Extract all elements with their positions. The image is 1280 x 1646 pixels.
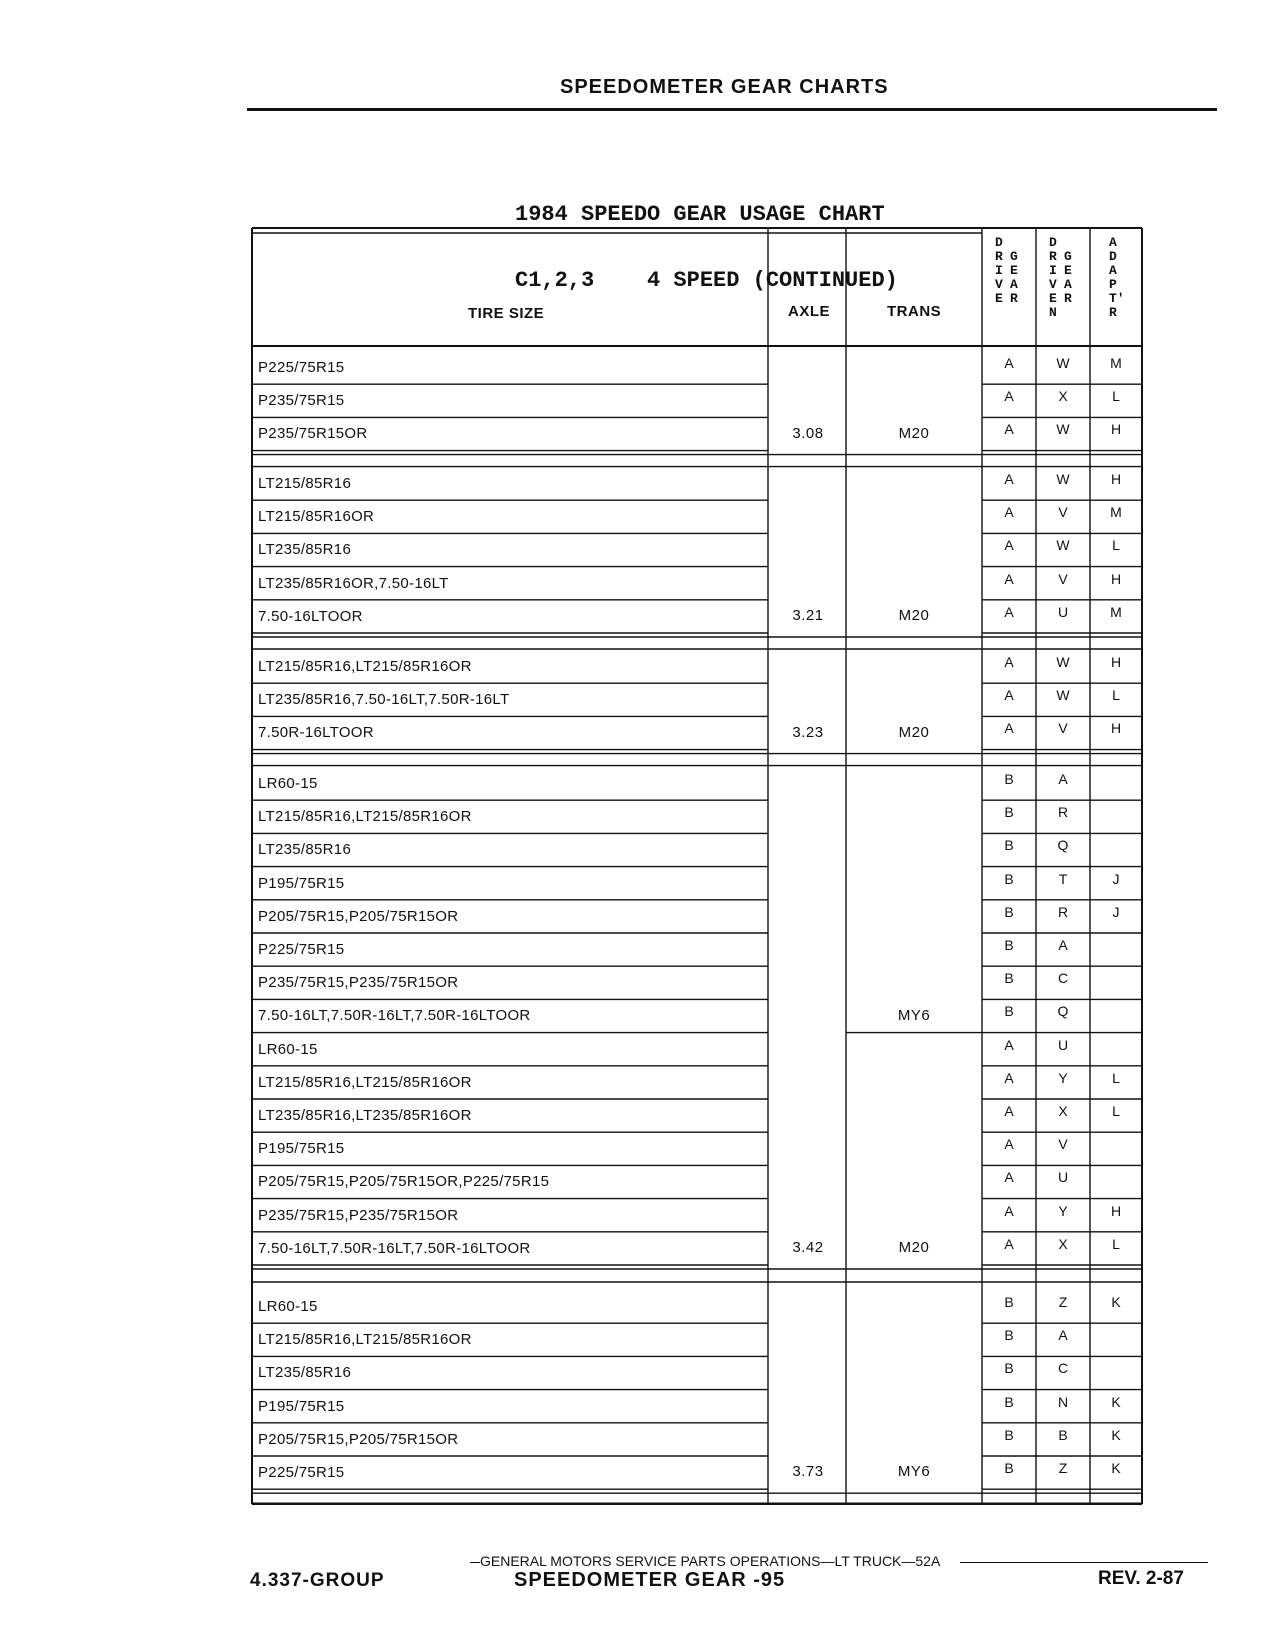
col-header-driven-gear-a: D R I V E N	[1049, 235, 1057, 320]
driven-gear-cell: V	[1058, 1136, 1068, 1153]
tire-size-cell: P195/75R15	[258, 1140, 345, 1158]
driven-gear-cell: A	[1058, 937, 1068, 953]
adapter-cell: M	[1110, 355, 1122, 371]
driven-gear-cell: U	[1057, 603, 1069, 620]
tire-size-cell: LT235/85R16	[258, 841, 352, 859]
drive-gear-cell: A	[1004, 421, 1014, 438]
col-header-axle: AXLE	[788, 303, 831, 320]
axle-ratio: 3.23	[792, 723, 824, 741]
tire-size-cell: P225/75R15	[258, 1464, 345, 1481]
tire-size-cell: P235/75R15	[258, 392, 345, 410]
col-header-driven-gear-b: G E A R	[1064, 249, 1072, 306]
col-header-tire-size: TIRE SIZE	[468, 305, 545, 322]
driven-gear-cell: W	[1056, 687, 1070, 704]
drive-gear-cell: A	[1004, 720, 1014, 737]
transmission-code: MY6	[897, 1006, 931, 1024]
chart-title-line-1: 1984 SPEEDO GEAR USAGE CHART	[515, 202, 885, 227]
adapter-cell: H	[1110, 570, 1122, 587]
adapter-cell: K	[1111, 1294, 1121, 1310]
driven-gear-cell: Q	[1057, 837, 1069, 854]
driven-gear-cell: T	[1058, 870, 1068, 887]
tire-size-cell: P195/75R15	[258, 1397, 345, 1415]
adapter-cell: L	[1112, 687, 1120, 704]
adapter-cell: H	[1110, 1202, 1122, 1219]
adapter-cell: L	[1112, 1235, 1120, 1252]
driven-gear-cell: Q	[1057, 1003, 1069, 1020]
tire-size-cell: P225/75R15	[258, 359, 345, 376]
drive-gear-cell: A	[1004, 570, 1014, 587]
adapter-cell: K	[1111, 1393, 1121, 1410]
drive-gear-cell: A	[1004, 471, 1014, 487]
footer-group-number: 4.337-GROUP	[250, 1570, 385, 1591]
drive-gear-cell: A	[1004, 1069, 1014, 1086]
driven-gear-cell: V	[1058, 504, 1068, 521]
footer-rule-right	[960, 1562, 1208, 1563]
adapter-cell: L	[1112, 388, 1120, 405]
tire-size-cell: LT235/85R16,LT235/85R16OR	[258, 1107, 472, 1124]
drive-gear-cell: B	[1004, 771, 1014, 787]
tire-size-cell: LT215/85R16OR	[258, 508, 375, 526]
page-header-title: SPEEDOMETER GEAR CHARTS	[560, 76, 889, 98]
tire-size-cell: LR60-15	[258, 1040, 318, 1058]
tire-size-cell: LR60-15	[258, 1298, 318, 1315]
axle-ratio: 3.08	[792, 424, 824, 442]
driven-gear-cell: W	[1056, 355, 1070, 371]
drive-gear-cell: A	[1004, 603, 1014, 620]
drive-gear-cell: B	[1004, 1003, 1014, 1020]
tire-size-cell: LT215/85R16,LT215/85R16OR	[258, 658, 472, 675]
footer-rule-left	[470, 1562, 480, 1563]
driven-gear-cell: W	[1056, 471, 1070, 487]
drive-gear-cell: B	[1004, 1393, 1014, 1410]
driven-gear-cell: X	[1058, 388, 1068, 405]
driven-gear-cell: U	[1057, 1169, 1069, 1186]
tire-size-cell: LT215/85R16,LT215/85R16OR	[258, 1331, 472, 1349]
adapter-cell: J	[1112, 870, 1120, 887]
drive-gear-cell: B	[1004, 1460, 1014, 1476]
driven-gear-cell: R	[1057, 804, 1069, 821]
driven-gear-cell: C	[1057, 970, 1069, 987]
driven-gear-cell: C	[1057, 1360, 1069, 1377]
driven-gear-cell: W	[1056, 537, 1070, 554]
col-header-drive-gear-b: G E A R	[1010, 249, 1018, 306]
drive-gear-cell: A	[1004, 1235, 1014, 1252]
drive-gear-cell: A	[1004, 1036, 1014, 1053]
footer-revision: REV. 2-87	[1098, 1568, 1184, 1589]
drive-gear-cell: A	[1004, 355, 1014, 371]
adapter-cell: L	[1112, 1103, 1120, 1119]
transmission-code: MY6	[897, 1463, 931, 1481]
drive-gear-cell: B	[1004, 1327, 1014, 1344]
tire-size-cell: P205/75R15,P205/75R15OR	[258, 907, 459, 925]
axle-ratio: 3.21	[792, 607, 824, 624]
driven-gear-cell: R	[1057, 903, 1069, 920]
driven-gear-cell: V	[1058, 570, 1068, 587]
tire-size-cell: P225/75R15	[258, 941, 345, 958]
tire-size-cell: 7.50-16LT,7.50R-16LT,7.50R-16LTOOR	[258, 1007, 531, 1025]
drive-gear-cell: B	[1004, 1426, 1014, 1443]
drive-gear-cell: A	[1004, 1136, 1014, 1153]
tire-size-cell: P205/75R15,P205/75R15OR,P225/75R15	[258, 1173, 550, 1191]
tire-size-cell: LT215/85R16,LT215/85R16OR	[258, 808, 472, 826]
tire-size-cell: LT235/85R16OR,7.50-16LT	[258, 574, 449, 592]
drive-gear-cell: B	[1004, 937, 1014, 953]
driven-gear-cell: Y	[1058, 1069, 1068, 1086]
driven-gear-cell: Z	[1058, 1460, 1068, 1476]
tire-size-cell: 7.50-16LTOOR	[258, 607, 363, 625]
driven-gear-cell: A	[1058, 771, 1068, 787]
drive-gear-cell: B	[1004, 970, 1014, 987]
adapter-cell: K	[1111, 1460, 1121, 1476]
transmission-code: M20	[898, 723, 930, 741]
adapter-cell: H	[1110, 654, 1122, 670]
driven-gear-cell: B	[1058, 1426, 1068, 1443]
drive-gear-cell: A	[1004, 1103, 1014, 1119]
axle-ratio: 3.73	[792, 1463, 824, 1481]
tire-size-cell: LT215/85R16,LT215/85R16OR	[258, 1073, 472, 1091]
adapter-cell: M	[1110, 504, 1122, 521]
driven-gear-cell: W	[1056, 654, 1070, 670]
tire-size-cell: LR60-15	[258, 775, 318, 792]
drive-gear-cell: B	[1004, 903, 1014, 920]
drive-gear-cell: A	[1004, 1202, 1014, 1219]
adapter-cell: J	[1112, 903, 1120, 920]
drive-gear-cell: A	[1004, 1169, 1014, 1186]
transmission-code: M20	[898, 607, 930, 624]
drive-gear-cell: A	[1004, 537, 1014, 554]
axle-ratio: 3.42	[792, 1239, 824, 1256]
tire-size-cell: LT235/85R16	[258, 541, 352, 559]
drive-gear-cell: B	[1004, 837, 1014, 854]
col-header-adapter: A D A P T′ R	[1109, 235, 1125, 320]
driven-gear-cell: A	[1058, 1327, 1068, 1344]
driven-gear-cell: Y	[1058, 1202, 1068, 1219]
tire-size-cell: P235/75R15,P235/75R15OR	[258, 1206, 459, 1224]
tire-size-cell: 7.50R-16LTOOR	[258, 724, 374, 742]
drive-gear-cell: A	[1004, 654, 1014, 670]
drive-gear-cell: B	[1004, 1294, 1014, 1310]
driven-gear-cell: V	[1058, 720, 1068, 737]
tire-size-cell: LT215/85R16	[258, 475, 352, 492]
drive-gear-cell: B	[1004, 1360, 1014, 1377]
driven-gear-cell: N	[1057, 1393, 1069, 1410]
transmission-code: M20	[898, 1239, 930, 1256]
driven-gear-cell: W	[1056, 421, 1070, 438]
tire-size-cell: P235/75R15OR	[258, 425, 368, 443]
footer-source-line: GENERAL MOTORS SERVICE PARTS OPERATIONS—LT TRUCK—52A	[480, 1553, 941, 1569]
adapter-cell: L	[1112, 537, 1120, 554]
driven-gear-cell: U	[1057, 1036, 1069, 1053]
drive-gear-cell: A	[1004, 388, 1014, 405]
adapter-cell: L	[1112, 1069, 1120, 1086]
chart-title-line-2: C1,2,3 4 SPEED (CONTINUED)	[515, 268, 898, 293]
footer-section-title: SPEEDOMETER GEAR -95	[514, 1569, 786, 1591]
adapter-cell: H	[1110, 471, 1122, 487]
tire-size-cell: LT235/85R16,7.50-16LT,7.50R-16LT	[258, 691, 510, 709]
tire-size-cell: P235/75R15,P235/75R15OR	[258, 974, 459, 992]
adapter-cell: K	[1111, 1426, 1121, 1443]
tire-size-cell: P195/75R15	[258, 874, 345, 892]
adapter-cell: H	[1110, 720, 1122, 737]
driven-gear-cell: X	[1058, 1235, 1068, 1252]
drive-gear-cell: B	[1004, 804, 1014, 821]
tire-size-cell: 7.50-16LT,7.50R-16LT,7.50R-16LTOOR	[258, 1239, 531, 1257]
drive-gear-cell: A	[1004, 687, 1014, 704]
adapter-cell: M	[1110, 603, 1122, 620]
adapter-cell: H	[1110, 421, 1122, 438]
drive-gear-cell: B	[1004, 870, 1014, 887]
tire-size-cell: LT235/85R16	[258, 1364, 352, 1382]
col-header-trans: TRANS	[887, 303, 942, 320]
driven-gear-cell: Z	[1058, 1294, 1068, 1310]
drive-gear-cell: A	[1004, 504, 1014, 521]
driven-gear-cell: X	[1058, 1103, 1068, 1119]
col-header-drive-gear-a: D R I V E	[995, 235, 1003, 306]
transmission-code: M20	[898, 424, 930, 442]
tire-size-cell: P205/75R15,P205/75R15OR	[258, 1430, 459, 1448]
